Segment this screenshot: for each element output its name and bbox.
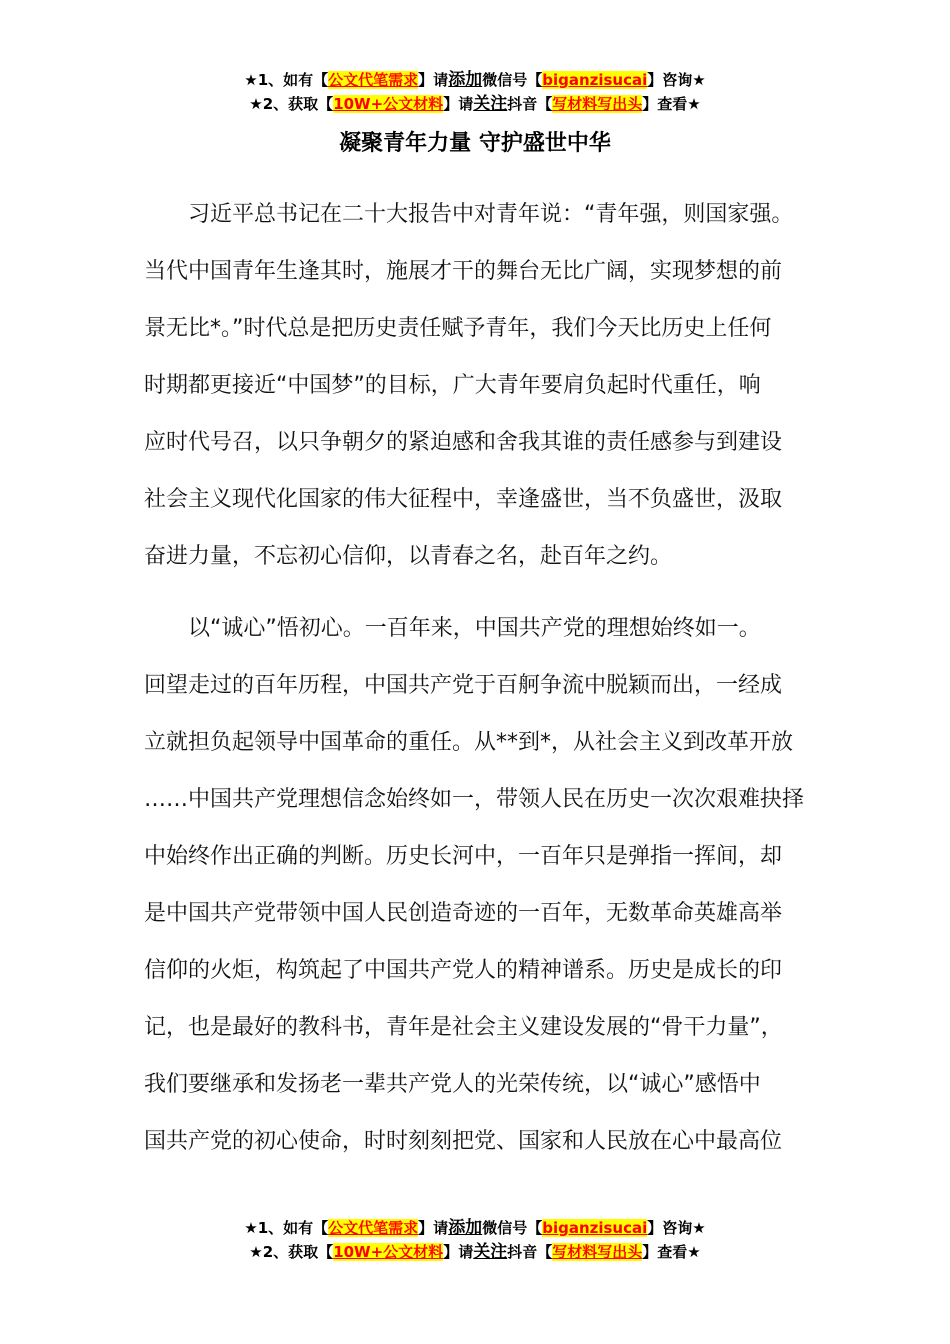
header-promo-2-suffix: 】查看★ xyxy=(642,95,701,113)
header-promo-1-highlight-service: 公文代笔需求 xyxy=(328,71,419,89)
paragraph-2-line: 中始终作出正确的判断。历史长河中，一百年只是弹指一挥间，却 xyxy=(144,844,783,869)
footer-promo-1-mid2: 微信号【 xyxy=(482,1219,543,1237)
header-promo-1-prefix: ★1、如有【 xyxy=(244,71,329,89)
header-promo-line-2 xyxy=(0,92,950,116)
footer-promo-2-suffix: 】查看★ xyxy=(642,1243,701,1261)
paragraph-1-line: 应时代号召，以只争朝夕的紧迫感和舍我其谁的责任感参与到建设 xyxy=(144,430,783,455)
paragraph-1-line: 当代中国青年生逢其时，施展才干的舞台无比广阔，实现梦想的前 xyxy=(144,259,783,284)
header-promo-2-prefix: ★2、获取【 xyxy=(249,95,334,113)
header-promo-2-emph: 关注 xyxy=(473,94,508,114)
paragraph-2-line: 我们要继承和发扬老一辈共产党人的光荣传统，以“诚心”感悟中 xyxy=(144,1072,761,1097)
paragraph-2-line: 国共产党的初心使命，时时刻刻把党、国家和人民放在心中最高位 xyxy=(144,1129,783,1154)
footer-promo-1-prefix: ★1、如有【 xyxy=(244,1219,329,1237)
paragraph-1-line: 习近平总书记在二十大报告中对青年说：“青年强，则国家强。 xyxy=(188,202,794,227)
footer-promo-1-highlight-service: 公文代笔需求 xyxy=(328,1219,419,1237)
footer-promo-line-1 xyxy=(0,1216,950,1240)
header-promo-1-mid1: 】请 xyxy=(418,71,449,89)
paragraph-1-line: 景无比*。”时代总是把历史责任赋予青年，我们今天比历史上任何 xyxy=(144,316,772,341)
header-promo-1-highlight-wechat: biganzisucai xyxy=(542,71,648,89)
footer-promo-1-highlight-wechat: biganzisucai xyxy=(542,1219,648,1237)
paragraph-2-line: 立就担负起领导中国革命的重任。从**到*，从社会主义到改革开放 xyxy=(144,730,794,755)
footer-promo-1-emph: 添加 xyxy=(448,1218,483,1238)
paragraph-2-line: 信仰的火炬，构筑起了中国共产党人的精神谱系。历史是成长的印 xyxy=(144,958,783,983)
footer-promo-2-emph: 关注 xyxy=(473,1242,508,1262)
paragraph-1-line: 奋进力量，不忘初心信仰，以青春之名，赴百年之约。 xyxy=(144,544,673,569)
paragraph-1-line: 时期都更接近“中国梦”的目标，广大青年要肩负起时代重任，响 xyxy=(144,373,761,398)
header-promo-1-emph: 添加 xyxy=(448,70,483,90)
header-promo-1-suffix: 】咨询★ xyxy=(647,71,706,89)
header-promo-2-mid1: 】请 xyxy=(443,95,474,113)
paragraph-2-line: 是中国共产党带领中国人民创造奇迹的一百年，无数革命英雄高举 xyxy=(144,901,783,926)
paragraph-1-line: 社会主义现代化国家的伟大征程中，幸逢盛世，当不负盛世，汲取 xyxy=(144,487,783,512)
paragraph-2-line: ……中国共产党理想信念始终如一，带领人民在历史一次次艰难抉择 xyxy=(144,787,805,812)
header-promo-1-mid2: 微信号【 xyxy=(482,71,543,89)
footer-promo-2-highlight-douyin: 写材料写出头 xyxy=(552,1243,643,1261)
footer-promo xyxy=(0,1216,950,1264)
paragraph-2-line: 回望走过的百年历程，中国共产党于百舸争流中脱颖而出，一经成 xyxy=(144,673,783,698)
paragraph-2-line: 以“诚心”悟初心。一百年来，中国共产党的理想始终如一。 xyxy=(188,616,761,641)
footer-promo-2-prefix: ★2、获取【 xyxy=(249,1243,334,1261)
footer-promo-1-mid1: 】请 xyxy=(418,1219,449,1237)
footer-promo-2-highlight-materials: 10W+公文材料 xyxy=(333,1243,444,1261)
header-promo-2-highlight-materials: 10W+公文材料 xyxy=(333,95,444,113)
footer-promo-line-2 xyxy=(0,1240,950,1264)
header-promo xyxy=(0,68,950,116)
footer-promo-2-mid2: 抖音【 xyxy=(507,1243,553,1261)
footer-promo-2-mid1: 】请 xyxy=(443,1243,474,1261)
paragraph-2-line: 记，也是最好的教科书，青年是社会主义建设发展的“骨干力量”， xyxy=(144,1015,783,1040)
header-promo-2-highlight-douyin: 写材料写出头 xyxy=(552,95,643,113)
header-promo-2-mid2: 抖音【 xyxy=(507,95,553,113)
footer-promo-1-suffix: 】咨询★ xyxy=(647,1219,706,1237)
document-title: 凝聚青年力量 守护盛世中华 xyxy=(339,131,611,156)
header-promo-line-1 xyxy=(0,68,950,92)
